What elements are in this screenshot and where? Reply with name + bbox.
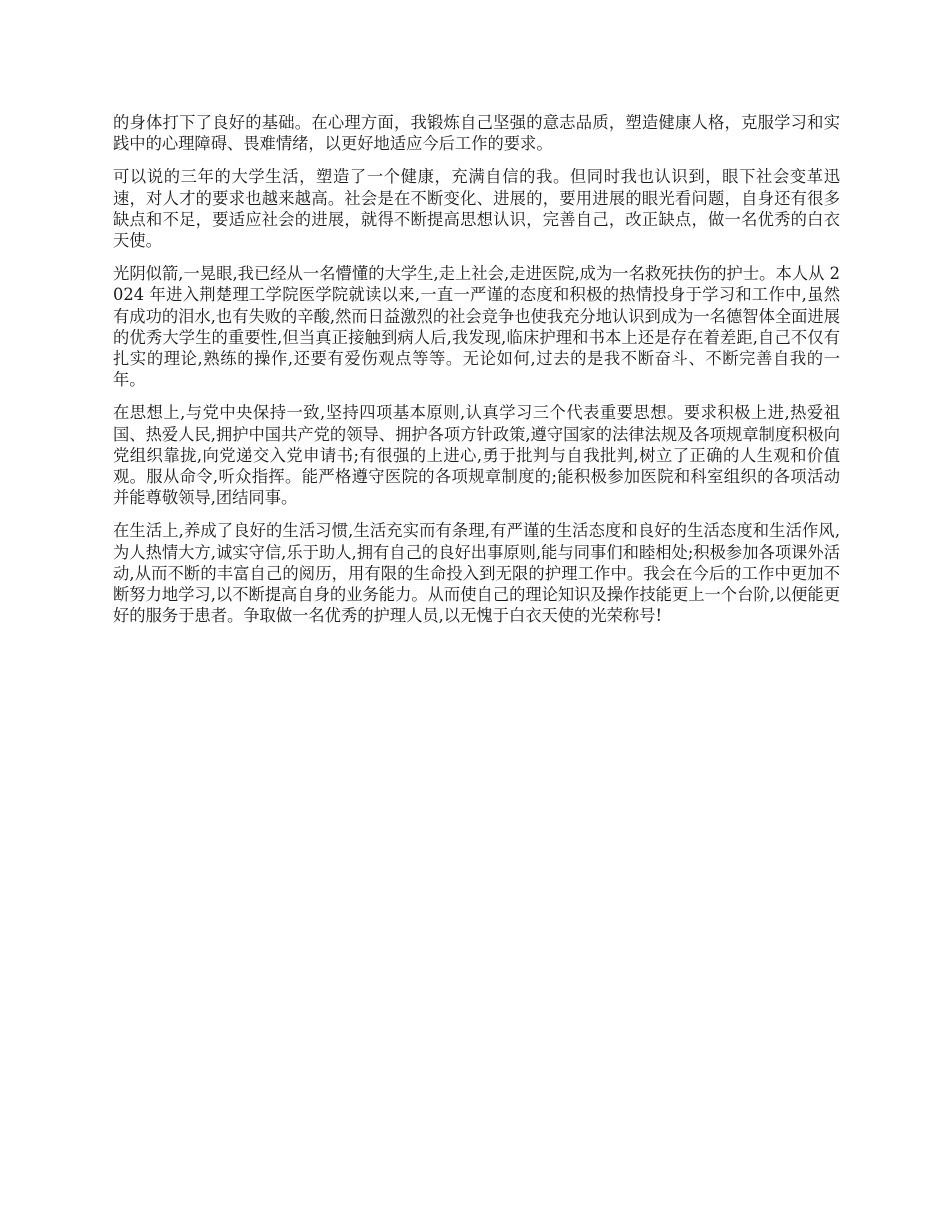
- paragraph-4: 在思想上,与党中央保持一致,坚持四项基本原则,认真学习三个代表重要思想。要求积极上进,热爱祖国、热爱人民,拥护中国共产党的领导、拥护各项方针政策,遵守国家的法律法规及各项规章制度积极向党组织靠拢,向党递交入党申请书;有很强的上进心,勇于批判与自我批判,树立了正确的人生观和价值观。服从命令,听众指挥。能严格遵守医院的各项规章制度的;能积极参加医院和科室组织的各项活动并能尊敬领导,团结同事。: [113, 403, 840, 508]
- paragraph-5: 在生活上,养成了良好的生活习惯,生活充实而有条理,有严谨的生活态度和良好的生活态度和生活作风,为人热情大方,诚实守信,乐于助人,拥有自己的良好出事原则,能与同事们和睦相处;积极参加各项课外活动,从而不断的丰富自己的阅历，用有限的生命投入到无限的护理工作中。我会在今后的工作中更加不断努力地学习,以不断提高自身的业务能力。从而使自己的理论知识及操作技能更上一个台阶,以便能更好的服务于患者。争取做一名优秀的护理人员,以无愧于白衣天使的光荣称号!: [113, 521, 840, 626]
- paragraph-1: 的身体打下了良好的基础。在心理方面，我锻炼自己坚强的意志品质，塑造健康人格，克服学习和实践中的心理障碍、畏难情绪，以更好地适应今后工作的要求。: [113, 113, 840, 154]
- paragraph-2: 可以说的三年的大学生活，塑造了一个健康，充满自信的我。但同时我也认识到，眼下社会变革迅速，对人才的要求也越来越高。社会是在不断变化、进展的，要用进展的眼光看问题，自身还有很多缺点和不足，要适应社会的进展，就得不断提高思想认识，完善自己，改正缺点，做一名优秀的白衣天使。: [113, 167, 840, 251]
- paragraph-3: 光阴似箭,一晃眼,我已经从一名懵懂的大学生,走上社会,走进医院,成为一名救死扶伤的护士。本人从 2024 年进入荆楚理工学院医学院就读以来,一直一严谨的态度和积极的热情投身于学习和工作中,虽然有成功的泪水,也有失败的辛酸,然而日益激烈的社会竞争也使我充分地认识到成为一名德智体全面进展的优秀大学生的重要性,但当真正接触到病人后,我发现,临床护理和书本上还是存在着差距,自己不仅有扎实的理论,熟练的操作,还要有爱伤观点等等。无论如何,过去的是我不断奋斗、不断完善自我的一年。: [113, 264, 840, 390]
- document-body: [113, 112, 840, 638]
